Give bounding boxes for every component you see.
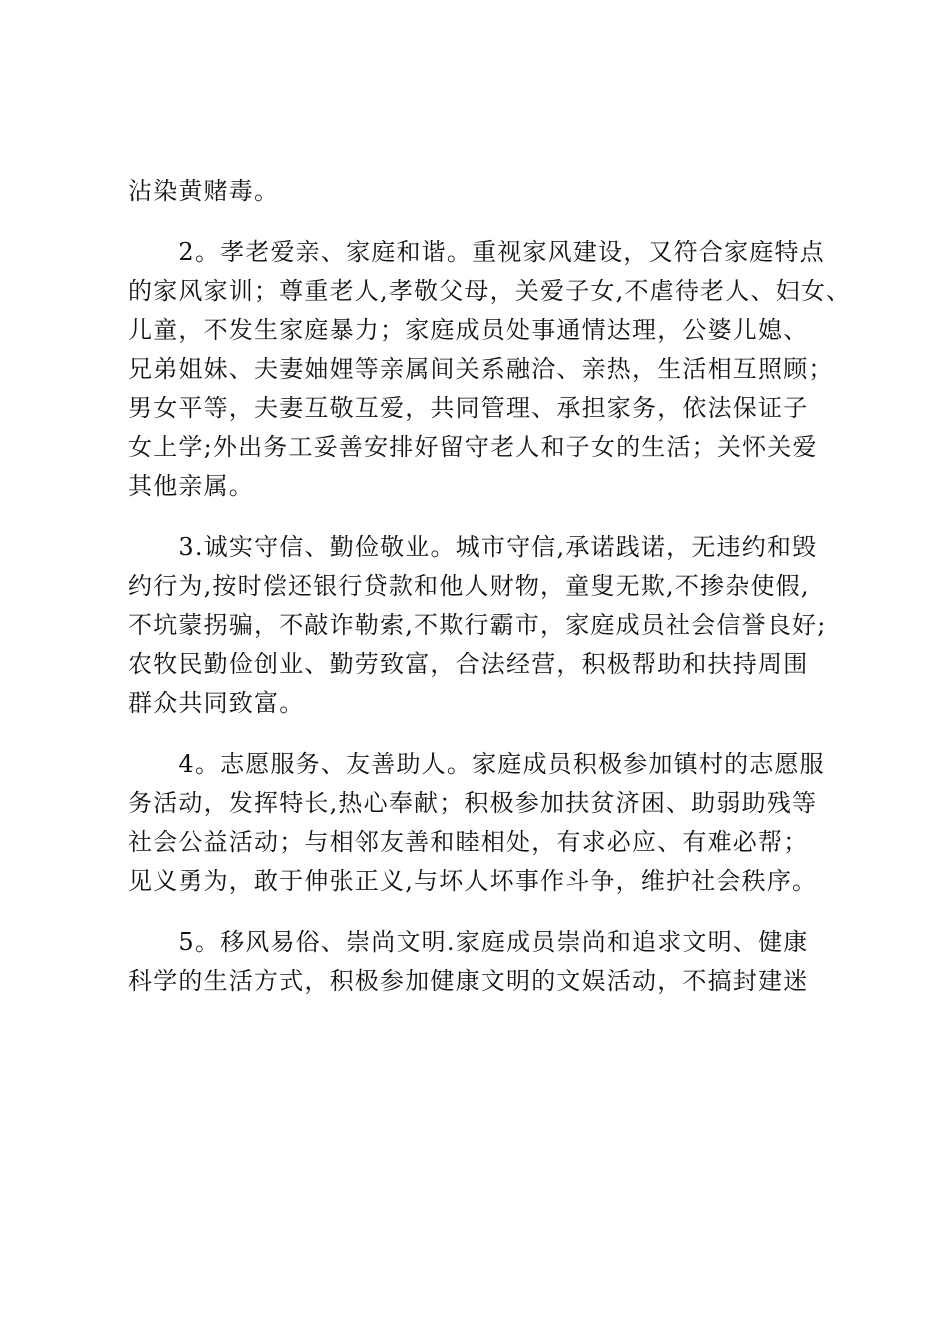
text-line: 5。移风易俗、崇尚文明.家庭成员崇尚和追求文明、健康 (128, 928, 809, 956)
document-body (128, 172, 852, 1001)
text-line: 社会公益活动；与相邻友善和睦相处，有求必应、有难必帮； (128, 828, 809, 856)
text-line: 的家风家训；尊重老人,孝敬父母，关爱子女,不虐待老人、妇女、 (128, 277, 852, 305)
paragraph-4 (128, 745, 840, 901)
text-line: 约行为,按时偿还银行贷款和他人财物，童叟无欺,不掺杂使假, (128, 572, 810, 600)
text-line: 女上学;外出务工妥善安排好留守老人和子女的生活；关怀关爱 (128, 433, 818, 461)
text-line: 4。志愿服务、友善助人。家庭成员积极参加镇村的志愿服 (128, 750, 825, 778)
text-line: 务活动，发挥特长,热心奉献；积极参加扶贫济困、助弱助残等 (128, 789, 818, 817)
text-line: 儿童，不发生家庭暴力；家庭成员处事通情达理，公婆儿媳、 (128, 316, 809, 344)
text-line: 男女平等，夫妻互敬互爱，共同管理、承担家务，依法保证子 (128, 394, 809, 422)
text-line: 科学的生活方式，积极参加健康文明的文娱活动，不搞封建迷 (128, 967, 809, 995)
paragraph-5 (128, 923, 840, 1001)
text-line: 见义勇为，敢于伸张正义,与坏人坏事作斗争，维护社会秩序。 (128, 867, 818, 895)
paragraph-3 (128, 528, 840, 723)
paragraph-2 (128, 233, 852, 506)
text-line: 其他亲属。 (128, 472, 254, 500)
text-line: 兄弟姐妹、夫妻妯娌等亲属间关系融洽、亲热，生活相互照顾； (128, 355, 834, 383)
text-line: 农牧民勤俭创业、勤劳致富，合法经营，积极帮助和扶持周围 (128, 650, 809, 678)
text-line: 2。孝老爱亲、家庭和谐。重视家风建设，又符合家庭特点 (128, 238, 825, 266)
text-line: 群众共同致富。 (128, 689, 305, 717)
paragraph-1 (128, 172, 840, 211)
text-line: 不坑蒙拐骗，不敲诈勒索,不欺行霸市，家庭成员社会信誉良好; (128, 611, 827, 639)
text-line: 3.诚实守信、勤俭敬业。城市守信,承诺践诺，无违约和毁 (128, 533, 818, 561)
text-line: 沾染黄赌毒。 (128, 177, 280, 205)
